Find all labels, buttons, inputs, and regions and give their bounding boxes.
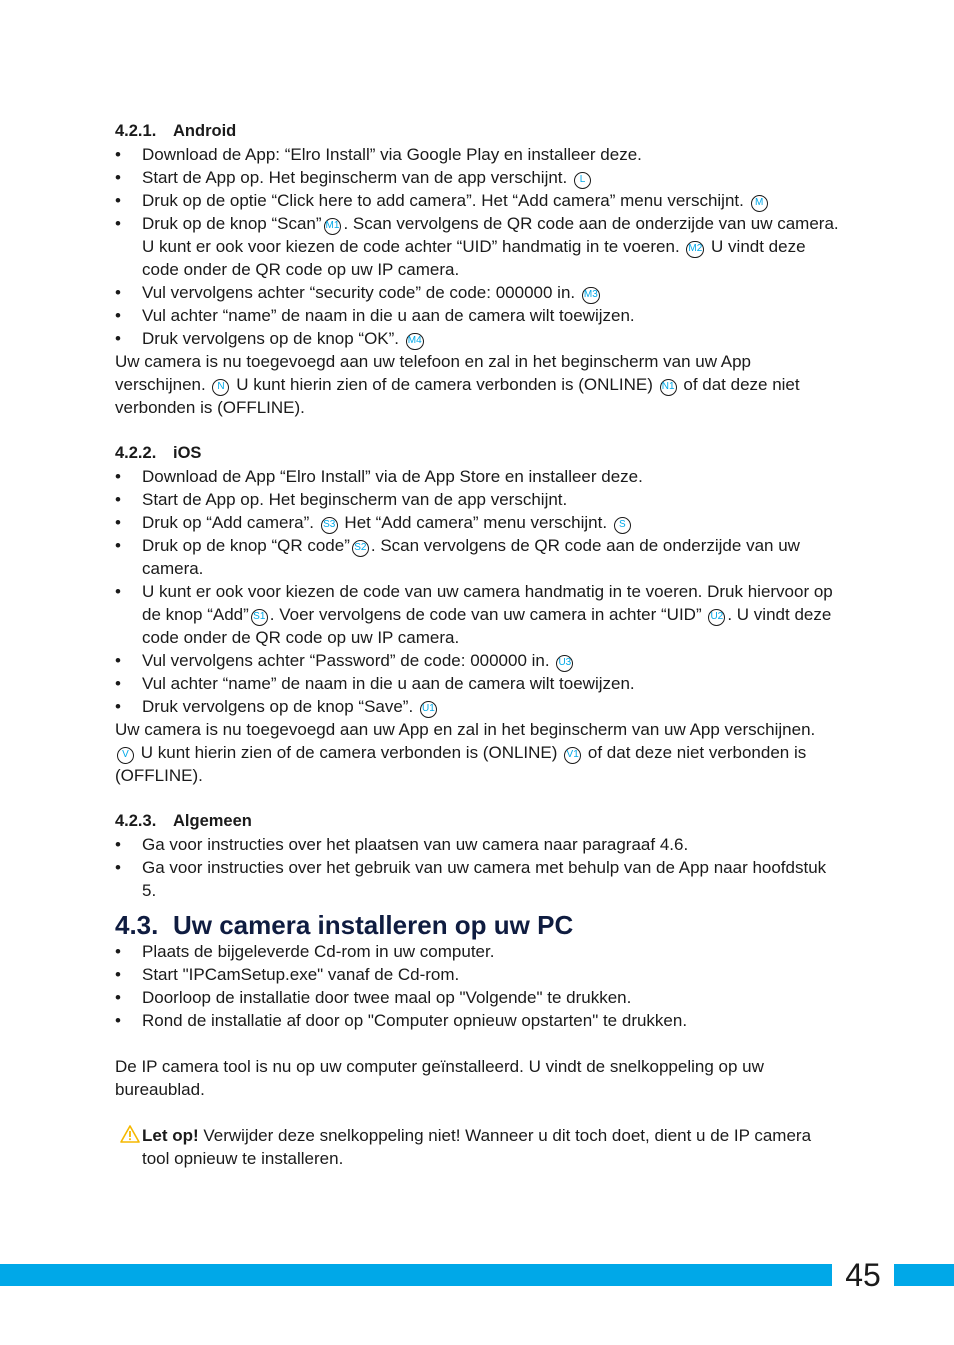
warning-note <box>115 1124 840 1170</box>
list-item: • Download de App “Elro Install” via de App Store en installeer deze. <box>115 465 840 488</box>
list-item: • Rond de installatie af door op "Computer opnieuw opstarten" te drukken. <box>115 1009 840 1032</box>
ios-result-paragraph: Uw camera is nu toegevoegd aan uw App en zal in het beginscherm van uw App verschijnen. V U kunt hierin zien of de camera verbonden is (ONLINE) V1 of dat deze niet verbonden is (OFFLINE). <box>115 720 816 785</box>
callout-marker: S2 <box>352 540 369 557</box>
section-heading-ios: 4.2.2. iOS <box>115 444 202 462</box>
spacer <box>115 787 840 810</box>
page-content <box>115 120 840 1170</box>
section-heading-android: 4.2.1. Android <box>115 122 237 140</box>
callout-marker: S <box>614 517 631 534</box>
section-heading-general: 4.2.3. Algemeen <box>115 812 252 830</box>
list-item: • Vul achter “name” de naam in die u aan de camera wilt toewijzen. <box>115 304 840 327</box>
list-item: • Druk op “Add camera”. S3 Het “Add camera” menu verschijnt. S <box>115 511 840 534</box>
list-item: • Plaats de bijgeleverde Cd-rom in uw computer. <box>115 940 840 963</box>
list-item: • Doorloop de installatie door twee maal op "Volgende" te drukken. <box>115 986 840 1009</box>
list-item: • Druk vervolgens op de knop “Save”. U1 <box>115 695 840 718</box>
warning-icon <box>120 1125 140 1143</box>
list-item: • Ga voor instructies over het plaatsen van uw camera naar paragraaf 4.6. <box>115 833 840 856</box>
callout-marker: M2 <box>686 241 704 258</box>
spacer <box>115 1032 840 1055</box>
spacer <box>115 1101 840 1124</box>
pc-list <box>115 940 840 1032</box>
list-item: • Druk vervolgens op de knop “OK”. M4 <box>115 327 840 350</box>
callout-marker: N <box>212 379 229 396</box>
list-item: • Vul vervolgens achter “security code” de code: 000000 in. M3 <box>115 281 840 304</box>
callout-marker: U2 <box>708 609 725 626</box>
list-item: • Vul achter “name” de naam in die u aan de camera wilt toewijzen. <box>115 672 840 695</box>
list-item: • Vul vervolgens achter “Password” de code: 000000 in. U3 <box>115 649 840 672</box>
ios-list <box>115 465 840 718</box>
callout-marker: V1 <box>564 747 581 764</box>
android-result-paragraph: Uw camera is nu toegevoegd aan uw telefoon en zal in het beginscherm van uw App verschijnen. N U kunt hierin zien of de camera verbonden is (ONLINE) N1 of dat deze niet verbonden is (OFFLINE). <box>115 352 800 417</box>
list-item: • Druk op de knop “Scan” M1 . Scan vervolgens de QR code aan de onderzijde van uw camera. U kunt er ook voor kiezen de code achter “UID” handmatig in te voeren. M2 U vindt deze code onder de QR code op uw IP camera. <box>115 212 840 281</box>
callout-marker: V <box>117 747 134 764</box>
list-item: • Start de App op. Het beginscherm van de app verschijnt. L <box>115 166 840 189</box>
list-item: • Ga voor instructies over het gebruik van uw camera met behulp van de App naar hoofdstuk 5. <box>115 856 840 902</box>
list-item: • Download de App: “Elro Install” via Google Play en installeer deze. <box>115 143 840 166</box>
page-number-box <box>832 1256 894 1294</box>
callout-marker: U1 <box>420 701 437 718</box>
page-number: 45 <box>845 1256 881 1293</box>
list-item: • Start "IPCamSetup.exe" vanaf de Cd-rom. <box>115 963 840 986</box>
pc-paragraph: De IP camera tool is nu op uw computer geïnstalleerd. U vindt de snelkoppeling op uw bureaublad. <box>115 1057 764 1099</box>
section-heading-pc: 4.3. Uw camera installeren op uw PC <box>115 910 574 940</box>
general-list <box>115 833 840 902</box>
footer-bar <box>0 1264 954 1286</box>
callout-marker: L <box>574 172 591 189</box>
callout-marker: M4 <box>406 333 424 350</box>
list-item: • Druk op de optie “Click here to add camera”. Het “Add camera” menu verschijnt. M <box>115 189 840 212</box>
callout-marker: U3 <box>556 655 573 672</box>
list-item: • U kunt er ook voor kiezen de code van uw camera handmatig in te voeren. Druk hiervoor op de knop “Add” S1 . Voer vervolgens de code van uw camera in achter “UID” U2 . U vindt deze code onder de QR code op uw IP camera. <box>115 580 840 649</box>
callout-marker: M1 <box>324 218 342 235</box>
list-item: • Start de App op. Het beginscherm van de app verschijnt. <box>115 488 840 511</box>
warning-text: Verwijder deze snelkoppeling niet! Wanneer u dit toch doet, dient u de IP camera tool opnieuw te installeren. <box>142 1126 812 1168</box>
spacer <box>115 419 840 442</box>
android-list <box>115 143 840 350</box>
list-item: • Druk op de knop “QR code” S2 . Scan vervolgens de QR code aan de onderzijde van uw camera. <box>115 534 840 580</box>
callout-marker: N1 <box>660 379 677 396</box>
callout-marker: M3 <box>582 287 600 304</box>
callout-marker: S3 <box>321 517 338 534</box>
callout-marker: M <box>751 195 768 212</box>
callout-marker: S1 <box>251 609 268 626</box>
warning-label: Let op! <box>142 1126 199 1145</box>
